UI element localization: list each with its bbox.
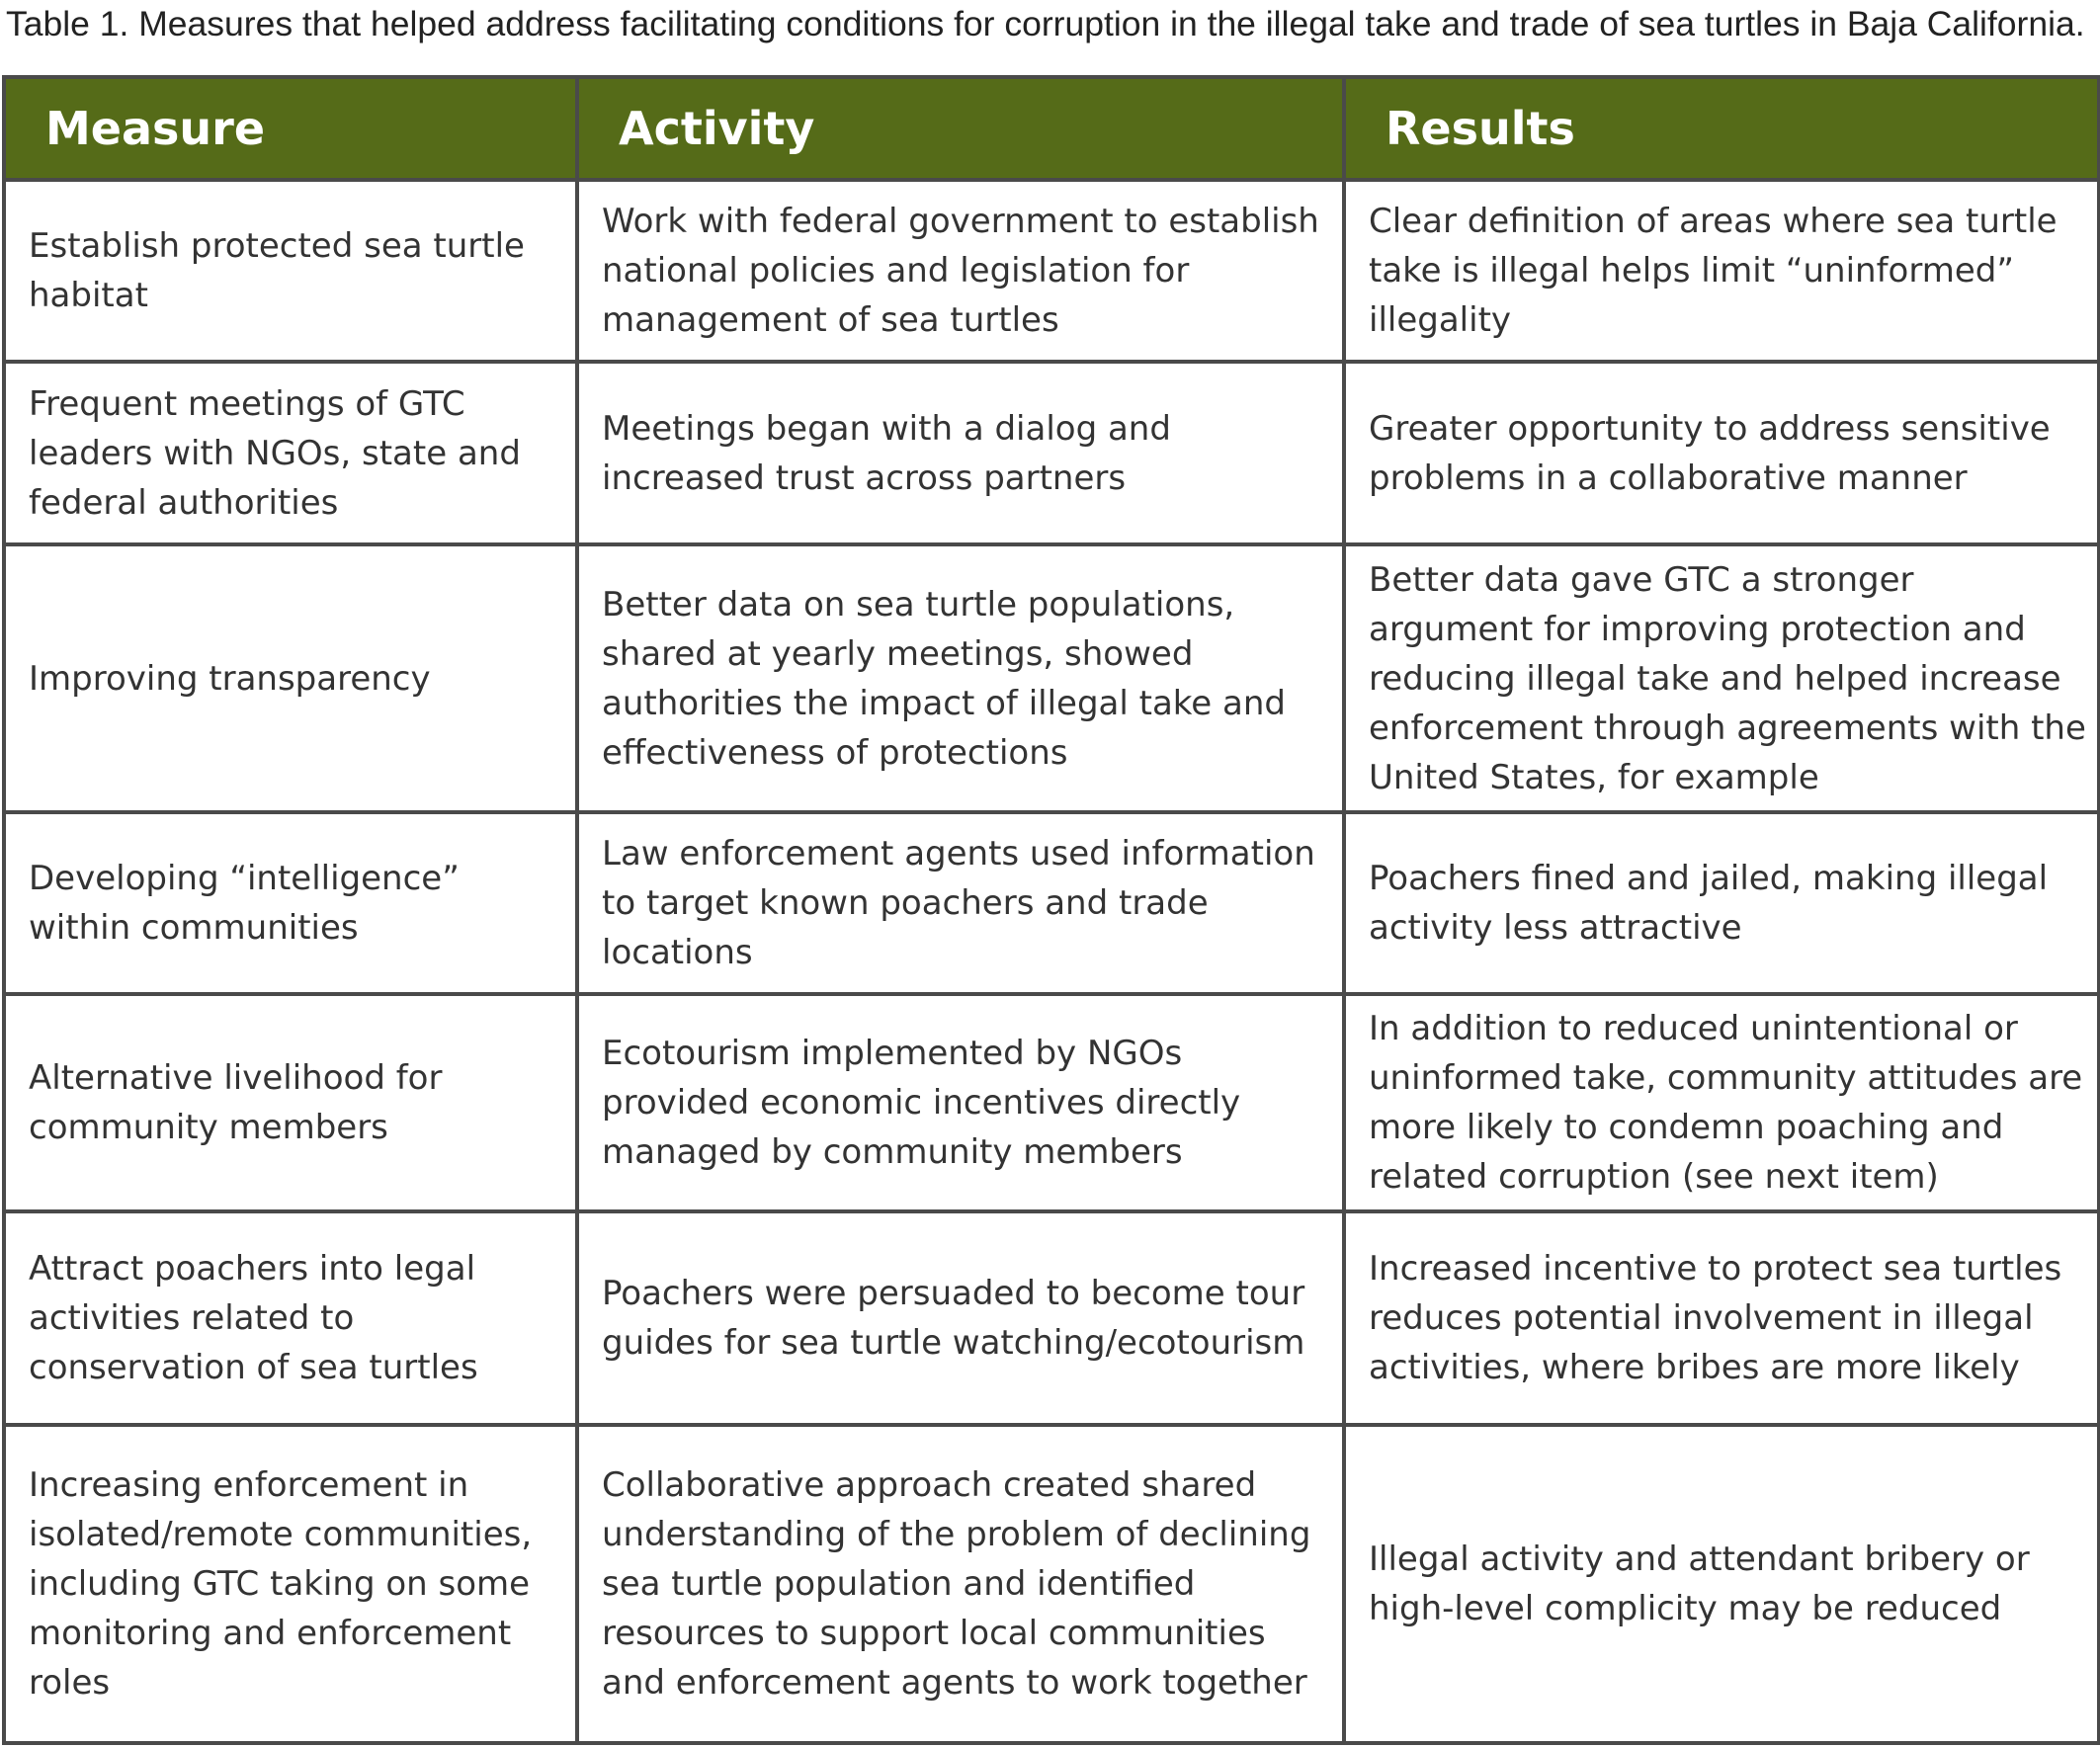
measures-table <box>2 75 2100 1745</box>
cell-results: In addition to reduced unintentional or uninformed take, community attitudes are more likely to condemn poaching and related corruption (see next item) <box>1344 994 2099 1211</box>
cell-activity: Meetings began with a dialog and increased trust across partners <box>577 362 1344 544</box>
table-row <box>4 994 2099 1211</box>
cell-measure: Establish protected sea turtle habitat <box>4 180 577 362</box>
cell-results: Clear definition of areas where sea turtle take is illegal helps limit “uninformed” illegality <box>1344 180 2099 362</box>
cell-results: Illegal activity and attendant bribery or high-level complicity may be reduced <box>1344 1425 2099 1743</box>
cell-measure: Attract poachers into legal activities related to conservation of sea turtles <box>4 1211 577 1424</box>
table-row <box>4 180 2099 362</box>
table-row <box>4 544 2099 811</box>
cell-activity: Ecotourism implemented by NGOs provided economic incentives directly managed by community members <box>577 994 1344 1211</box>
header-activity: Activity <box>577 77 1344 180</box>
header-results: Results <box>1344 77 2099 180</box>
cell-measure: Frequent meetings of GTC leaders with NGOs, state and federal authorities <box>4 362 577 544</box>
cell-activity: Collaborative approach created shared understanding of the problem of declining sea turtle population and identified resources to support local communities and enforcement agents to work together <box>577 1425 1344 1743</box>
cell-activity: Better data on sea turtle populations, shared at yearly meetings, showed authorities the impact of illegal take and effectiveness of protections <box>577 544 1344 811</box>
table-row <box>4 362 2099 544</box>
cell-results: Better data gave GTC a stronger argument for improving protection and reducing illegal take and helped increase enforcement through agreements with the United States, for example <box>1344 544 2099 811</box>
cell-activity: Law enforcement agents used information to target known poachers and trade locations <box>577 812 1344 994</box>
cell-measure: Improving transparency <box>4 544 577 811</box>
cell-results: Poachers fined and jailed, making illegal activity less attractive <box>1344 812 2099 994</box>
table-row <box>4 1425 2099 1743</box>
cell-activity: Poachers were persuaded to become tour guides for sea turtle watching/ecotourism <box>577 1211 1344 1424</box>
cell-measure: Alternative livelihood for community members <box>4 994 577 1211</box>
header-row <box>4 77 2099 180</box>
table-row <box>4 1211 2099 1424</box>
cell-results: Increased incentive to protect sea turtles reduces potential involvement in illegal activities, where bribes are more likely <box>1344 1211 2099 1424</box>
table-caption: Table 1. Measures that helped address facilitating conditions for corruption in the illegal take and trade of sea turtles in Baja California. <box>6 4 2085 43</box>
cell-measure: Developing “intelligence” within communities <box>4 812 577 994</box>
table-row <box>4 812 2099 994</box>
header-measure: Measure <box>4 77 577 180</box>
cell-results: Greater opportunity to address sensitive problems in a collaborative manner <box>1344 362 2099 544</box>
cell-activity: Work with federal government to establish national policies and legislation for management of sea turtles <box>577 180 1344 362</box>
cell-measure: Increasing enforcement in isolated/remote communities, including GTC taking on some monitoring and enforcement roles <box>4 1425 577 1743</box>
